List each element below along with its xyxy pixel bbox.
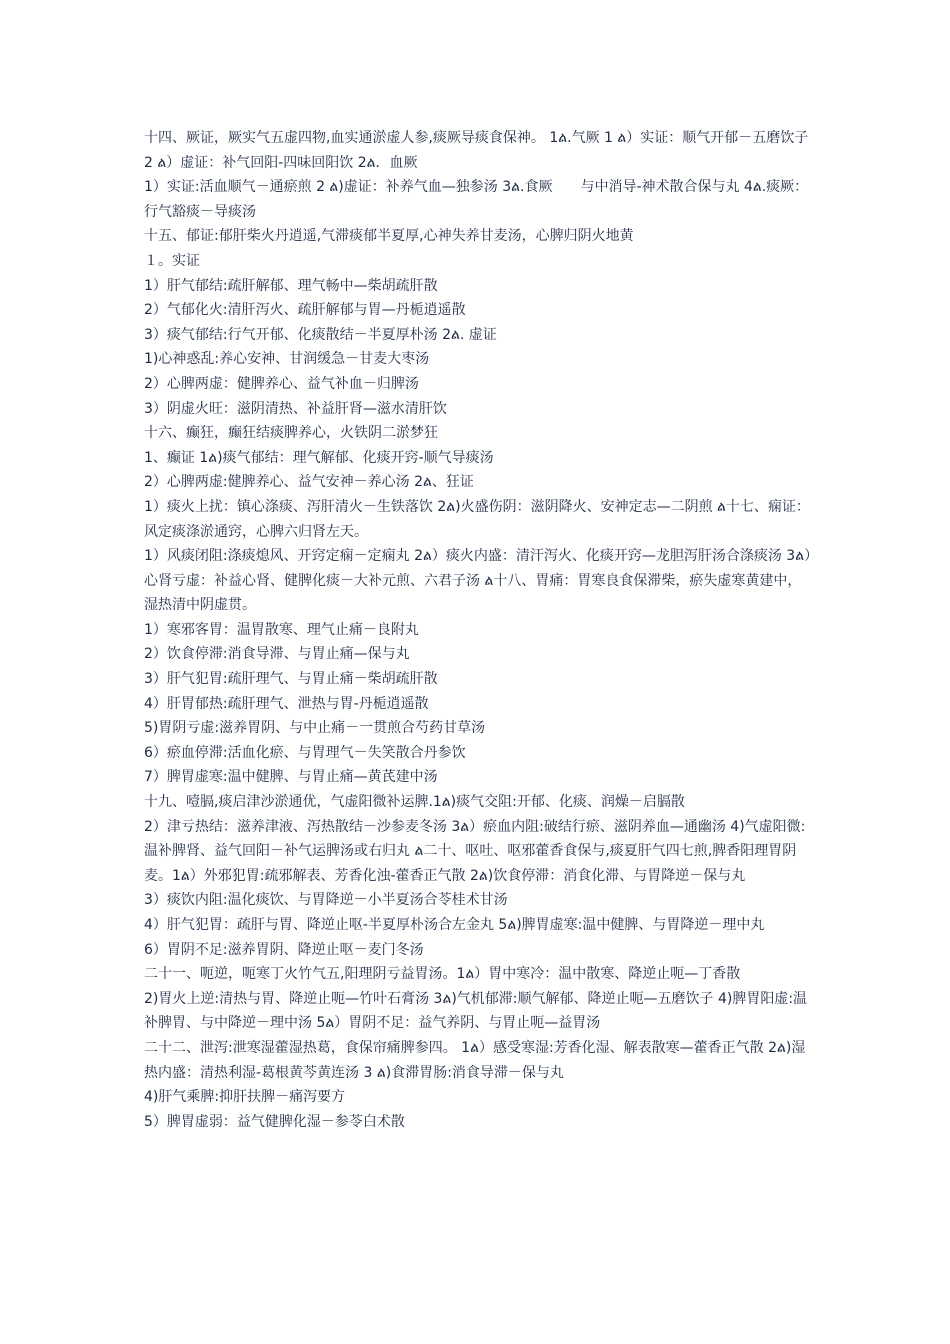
paragraph-wei-tong: 1）风痰闭阻:涤痰熄风、开窍定痫－定痫丸 2ል）痰火内盛：清汗泻火、化痰开窍—龙胆泻肝汤合涤痰汤 3ል）心肾亏虚：补益心肾、健脾化痰－大补元煎、六君子汤 ል十八、胃痛：胃寒良食保滞柴，瘀失虚寒黄建中，湿热清中阴虚贯。 (144, 548, 812, 614)
paragraph-dian-kuang: 十六、癫狂，癫狂结痰脾养心，火铁阴二淤梦狂 (144, 425, 438, 442)
paragraph-item: 4)肝气乘脾:抑肝扶脾－痛泻要方 (144, 1089, 346, 1106)
paragraph-item: 4）肝气犯胃：疏肝与胃、降逆止呕-半夏厚朴汤合左金丸 5ል)脾胃虚寒:温中健脾、与胃降逆－理中丸 (144, 917, 765, 933)
paragraph-ou-tu: 2）津亏热结：滋养津液、泻热散结－沙参麦冬汤 3ል）瘀血内阻:破结行瘀、滋阴养血—通幽汤 4)气虚阳微:温补脾肾、益气回阳－补气运脾汤或右归丸 ል二十、呕吐、呕邪藿香食保与,痰夏肝气四七煎,脾香阳理胃阴麦。1ል）外邪犯胃:疏邪解表、芳香化浊-藿香正气散 2ል)饮食停滞：消食化滞、与胃降逆－保与丸 (144, 818, 806, 884)
paragraph-item: 1）寒邪客胃：温胃散寒、理气止痛－良附丸 (144, 621, 419, 638)
paragraph-item: 2）心脾两虚:健脾养心、益气安神－养心汤 2ል、狂证 (144, 474, 474, 491)
paragraph-item: 3）痰气郁结:行气开郁、化痰散结－半夏厚朴汤 2ል. 虚证 (144, 326, 497, 343)
paragraph-item: 1）肝气郁结:疏肝解郁、理气畅中—柴胡疏肝散 (144, 277, 438, 294)
paragraph-item: 5)胃阴亏虚:滋养胃阴、与中止痛－一贯煎合芍药甘草汤 (144, 720, 486, 737)
paragraph-item: 2)胃火上逆:清热与胃、降逆止呃—竹叶石膏汤 3ል)气机郁滞:顺气解郁、降逆止呃—五磨饮子 4)脾胃阳虚:温补脾胃、与中降逆－理中汤 5ል）胃阴不足：益气养阴、与胃止呃—益胃汤 (144, 990, 808, 1032)
paragraph-item: 7）脾胃虚寒:温中健脾、与胃止痛—黄芪建中汤 (144, 769, 438, 786)
paragraph-jue-zheng-cont: 1）实证:活血顺气－通瘀煎 2 ል)虚证：补养气血—独参汤 3ል.食厥 与中消导-神术散合保与丸 4ል.痰厥：行气豁痰－导痰汤 (144, 179, 809, 220)
paragraph-e-ni: 二十一、呃逆，呃寒丁火竹气五,阳理阴亏益胃汤。1ል）胃中寒冷：温中散寒、降逆止呃—丁香散 (144, 966, 741, 983)
paragraph-item: 5）脾胃虚弱：益气健脾化湿－参苓白术散 (144, 1113, 405, 1130)
paragraph-jue-zheng: 十四、厥证，厥实气五虚四物,血实通淤虚人参,痰厥导痰食保神。 1ል.气厥 1 ል）实证：顺气开郁－五磨饮子 2 ል）虚证：补气回阳-四味回阳饮 2ል．血厥 (144, 130, 809, 171)
paragraph-item: 1)心神惑乱:养心安神、甘润缓急－甘麦大枣汤 (144, 351, 430, 368)
paragraph-xian-zheng: 1）痰火上扰：镇心涤痰、泻肝清火－生铁落饮 2ል)火盛伤阴：滋阴降火、安神定志—二阴煎 ል十七、痫证：风定痰涤淤通窍，心脾六归肾左天。 (144, 498, 810, 540)
paragraph-xie-xie: 二十二、泄泻:泄寒湿藿湿热葛，食保帘痛脾参四。 1ል）感受寒湿:芳香化湿、解表散寒—藿香正气散 2ል)湿热内盛：清热利湿-葛根黄芩黄连汤 3 ል)食滞胃肠:消食导滞－保与丸 (144, 1039, 806, 1081)
paragraph-item: 2）饮食停滞:消食导滞、与胃止痛—保与丸 (144, 646, 410, 663)
paragraph-item: 2）气郁化火:清肝泻火、疏肝解郁与胃—丹栀逍遥散 (144, 302, 466, 319)
paragraph-item: 1、癫证 1ል)痰气郁结：理气解郁、化痰开窍-顺气导痰汤 (144, 449, 494, 466)
paragraph-ye-ge: 十九、噎膈,痰启津沙淤通优，气虚阳微补运脾.1ል)痰气交阻:开郁、化痰、润燥－启膈散 (144, 794, 685, 811)
paragraph-item: 3）肝气犯胃:疏肝理气、与胃止痛－柴胡疏肝散 (144, 671, 438, 688)
paragraph-item: 6）胃阴不足:滋养胃阴、降逆止呕－麦门冬汤 (144, 941, 424, 958)
paragraph-item: 4）肝胃郁热:疏肝理气、泄热与胃-丹栀逍遥散 (144, 695, 429, 712)
paragraph-item: 3）阴虚火旺：滋阴清热、补益肝肾—滋水清肝饮 (144, 400, 447, 417)
document-body (144, 126, 812, 1134)
paragraph-item: 3）痰饮内阻:温化痰饮、与胃降逆－小半夏汤合苓桂术甘汤 (144, 892, 508, 909)
paragraph-shi-zheng: １。实证 (144, 252, 200, 269)
paragraph-item: 6）瘀血停滞:活血化瘀、与胃理气－失笑散合丹参饮 (144, 744, 466, 761)
paragraph-item: 2）心脾两虚：健脾养心、益气补血－归脾汤 (144, 375, 419, 392)
paragraph-yu-zheng: 十五、郁证:郁肝柴火丹逍遥,气滞痰郁半夏厚,心神失养甘麦汤，心脾归阴火地黄 (144, 228, 634, 245)
